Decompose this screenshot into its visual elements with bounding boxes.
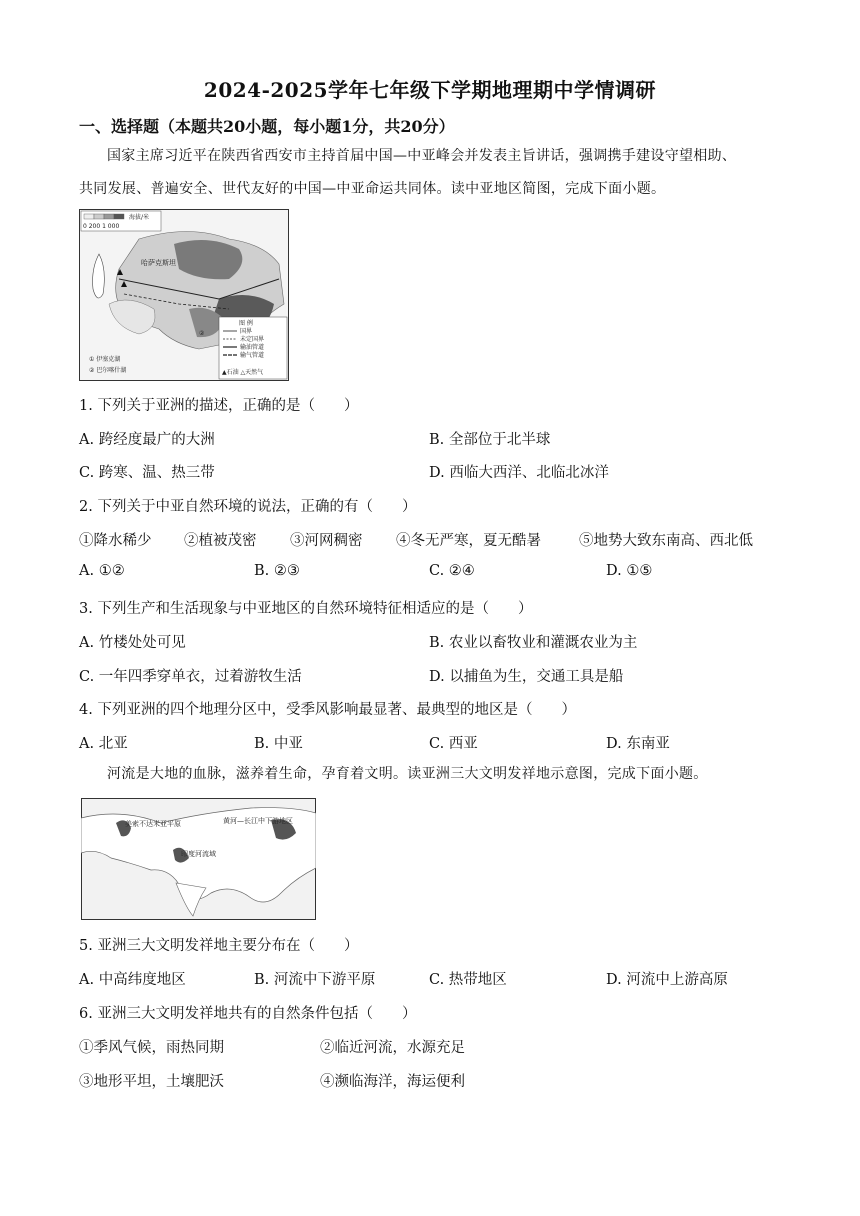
civilizations-map-svg — [81, 798, 316, 920]
page-title: 2024-2025学年七年级下学期地理期中学情调研 — [203, 78, 657, 102]
civilizations-map — [81, 798, 316, 920]
question-2-stem: 2. 下列关于中亚自然环境的说法，正确的有（ ） — [79, 499, 417, 515]
map-legend-title: 图 例 — [239, 320, 253, 327]
legend-resources: ▲石油 △天然气 — [222, 369, 264, 376]
q5-option-c[interactable]: C. 热带地区 — [429, 972, 507, 988]
q3-option-d[interactable]: D. 以捕鱼为生，交通工具是船 — [429, 669, 624, 685]
q5-option-d[interactable]: D. 河流中上游高原 — [606, 972, 728, 988]
civ-label-yellow-yangtze: 黄河—长江中下游地区 — [223, 817, 293, 825]
question-5-stem: 5. 亚洲三大文明发祥地主要分布在（ ） — [79, 938, 359, 954]
intro-paragraph-2: 河流是大地的血脉，滋养着生命，孕育着文明。读亚洲三大文明发祥地示意图，完成下面小题。 — [107, 766, 708, 782]
q6-statement-3: ③地形平坦，土壤肥沃 — [79, 1074, 224, 1090]
q4-option-b[interactable]: B. 中亚 — [254, 736, 303, 752]
section-heading: 一、选择题（本题共20小题，每小题1分，共20分） — [79, 117, 455, 136]
lake-note-1: ① 伊塞克湖 — [89, 356, 121, 363]
q3-option-c[interactable]: C. 一年四季穿单衣，过着游牧生活 — [79, 669, 302, 685]
q5-option-b[interactable]: B. 河流中下游平原 — [254, 972, 376, 988]
civ-label-indus: 印度河流域 — [181, 850, 216, 858]
q1-option-d[interactable]: D. 西临大西洋、北临北冰洋 — [429, 465, 609, 481]
intro1-line2: 共同发展、普遍安全、世代友好的中国—中亚命运共同体。读中亚地区简图，完成下面小题。 — [79, 181, 666, 197]
intro-paragraph-1 — [79, 140, 779, 206]
q2-option-a[interactable]: A. ①② — [79, 563, 125, 579]
q2-statement-5: ⑤地势大致东南高、西北低 — [579, 533, 753, 549]
central-asia-map — [79, 209, 289, 381]
central-asia-map-svg — [79, 209, 289, 381]
place-label: 哈萨克斯坦 — [141, 259, 176, 267]
q3-option-a[interactable]: A. 竹楼处处可见 — [79, 635, 186, 651]
q5-option-a[interactable]: A. 中高纬度地区 — [79, 972, 186, 988]
question-4-stem: 4. 下列亚洲的四个地理分区中，受季风影响最显著、最典型的地区是（ ） — [79, 702, 576, 718]
q2-option-d[interactable]: D. ①⑤ — [606, 563, 653, 579]
q2-statement-1: ①降水稀少 — [79, 533, 152, 549]
legend-item-4: 输气管道 — [240, 352, 265, 359]
lake-note-2: ② 巴尔喀什湖 — [89, 367, 127, 374]
q6-statement-1: ①季风气候，雨热同期 — [79, 1040, 224, 1056]
q4-option-c[interactable]: C. 西亚 — [429, 736, 478, 752]
q1-option-c[interactable]: C. 跨寒、温、热三带 — [79, 465, 215, 481]
altitude-label: 海拔/米 — [129, 214, 150, 221]
q2-option-b[interactable]: B. ②③ — [254, 563, 300, 579]
q2-statement-4: ④冬无严寒，夏无酷暑 — [396, 533, 541, 549]
scale-label: 0 200 1 000 — [83, 223, 120, 230]
q1-option-b[interactable]: B. 全部位于北半球 — [429, 432, 551, 448]
q1-option-a[interactable]: A. 跨经度最广的大洲 — [79, 432, 215, 448]
q3-option-b[interactable]: B. 农业以畜牧业和灌溉农业为主 — [429, 635, 638, 651]
legend-item-1: 国界 — [240, 328, 253, 335]
legend-item-3: 输油管道 — [240, 344, 265, 351]
q6-statement-2: ②临近河流，水源充足 — [320, 1040, 465, 1056]
question-1-stem: 1. 下列关于亚洲的描述，正确的是（ ） — [79, 398, 359, 414]
intro1-line1: 国家主席习近平在陕西省西安市主持首届中国—中亚峰会并发表主旨讲话，强调携手建设守望相助、 — [107, 148, 737, 164]
civ-label-mesopotamia: 美索不达米亚平原 — [125, 820, 181, 828]
q2-statement-2: ②植被茂密 — [184, 533, 257, 549]
lake-label-2: ② — [199, 330, 205, 337]
question-6-stem: 6. 亚洲三大文明发祥地共有的自然条件包括（ ） — [79, 1006, 417, 1022]
q4-option-d[interactable]: D. 东南亚 — [606, 736, 670, 752]
q4-option-a[interactable]: A. 北亚 — [79, 736, 128, 752]
question-3-stem: 3. 下列生产和生活现象与中亚地区的自然环境特征相适应的是（ ） — [79, 601, 533, 617]
q2-statement-3: ③河网稠密 — [290, 533, 363, 549]
q2-option-c[interactable]: C. ②④ — [429, 563, 475, 579]
legend-item-2: 未定国界 — [240, 336, 265, 343]
q6-statement-4: ④濒临海洋，海运便利 — [320, 1074, 465, 1090]
